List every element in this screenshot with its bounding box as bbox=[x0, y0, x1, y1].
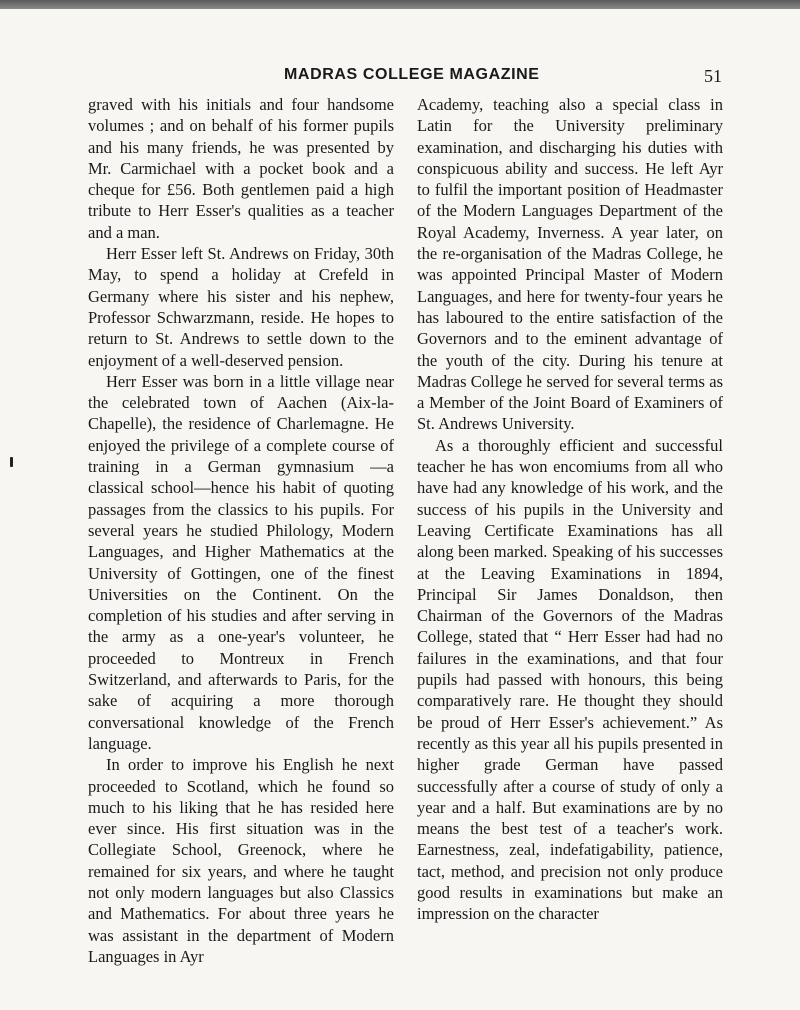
paragraph: graved with his initials and four handsome volumes ; and on behalf of his former pupils and his many friends, he was presented by Mr. Carmichael with a pocket book and a cheque for £56. Both gentlemen paid a high tribute to Herr Esser's qualities as a teacher and a man. bbox=[88, 95, 394, 242]
top-edge-rule bbox=[0, 0, 800, 9]
magazine-title: MADRAS COLLEGE MAGAZINE bbox=[284, 66, 540, 83]
paragraph: As a thoroughly efficient and successful teacher he has won encomiums from all who have had any knowledge of his work, and the success of his pupils in the University and Leaving Certificate Examinations has all along been marked. Speaking of his successes at the Leaving Examinations in 1894, Principal Sir James Donaldson, then Chairman of the Governors of the Madras College, stated that “ Herr Esser had had no failures in the examinations, and that four pupils had passed with honours, this being comparatively rare. He thought they should be proud of Herr Esser's achievement.” As recently as this year all his pupils presented in higher grade German have passed successfully after a course of study of only a year and a half. But examinations are by no means the best test of a teacher's work. Earnestness, zeal, indefatigability, patience, tact, method, and precision not only produce good results in examinations but make an impression on the character bbox=[417, 435, 723, 924]
left-column bbox=[88, 94, 394, 967]
page-number: 51 bbox=[704, 66, 722, 86]
paragraph: Herr Esser was born in a little village near the celebrated town of Aachen (Aix-la-Chapelle), the residence of Charlemagne. He enjoyed the privilege of a complete course of training in a German gymnasium —a classical school—hence his habit of quoting passages from the classics to his pupils. For several years he studied Philology, Modern Languages, and Higher Mathematics at the University of Gottingen, one of the finest Universities on the Continent. On the completion of his studies and after serving in the army as a one-year's volunteer, he proceeded to Montreux in French Switzerland, and afterwards to Paris, for the sake of acquiring a more thorough conversational knowledge of the French language. bbox=[88, 371, 394, 753]
paragraph: Academy, teaching also a special class in Latin for the University preliminary examination, and discharging his duties with conspicuous ability and success. He left Ayr to fulfil the important position of Headmaster of the Modern Languages Department of the Royal Academy, Inverness. A year later, on the re-organisation of the Madras College, he was appointed Principal Master of Modern Languages, and here for twenty-four years he has laboured to the entire satisfaction of the Governors and to the eminent advantage of the youth of the city. During his tenure at Madras College he served for several terms as a Member of the Joint Board of Examiners of St. Andrews University. bbox=[417, 95, 723, 434]
right-column bbox=[417, 94, 723, 925]
running-header bbox=[0, 66, 800, 90]
paragraph: In order to improve his English he next proceeded to Scotland, which he found so much to his liking that he has resided here ever since. His first situation was in the Collegiate School, Greenock, where he remained for six years, and where he taught not only modern languages but also Classics and Mathematics. For about three years he was assistant in the department of Modern Languages in Ayr bbox=[88, 755, 394, 966]
margin-mark bbox=[10, 457, 13, 467]
paragraph: Herr Esser left St. Andrews on Friday, 30th May, to spend a holiday at Crefeld in Germany where his sister and his nephew, Professor Schwarzmann, reside. He hopes to return to St. Andrews to settle down to the enjoyment of a well-deserved pension. bbox=[88, 244, 394, 370]
